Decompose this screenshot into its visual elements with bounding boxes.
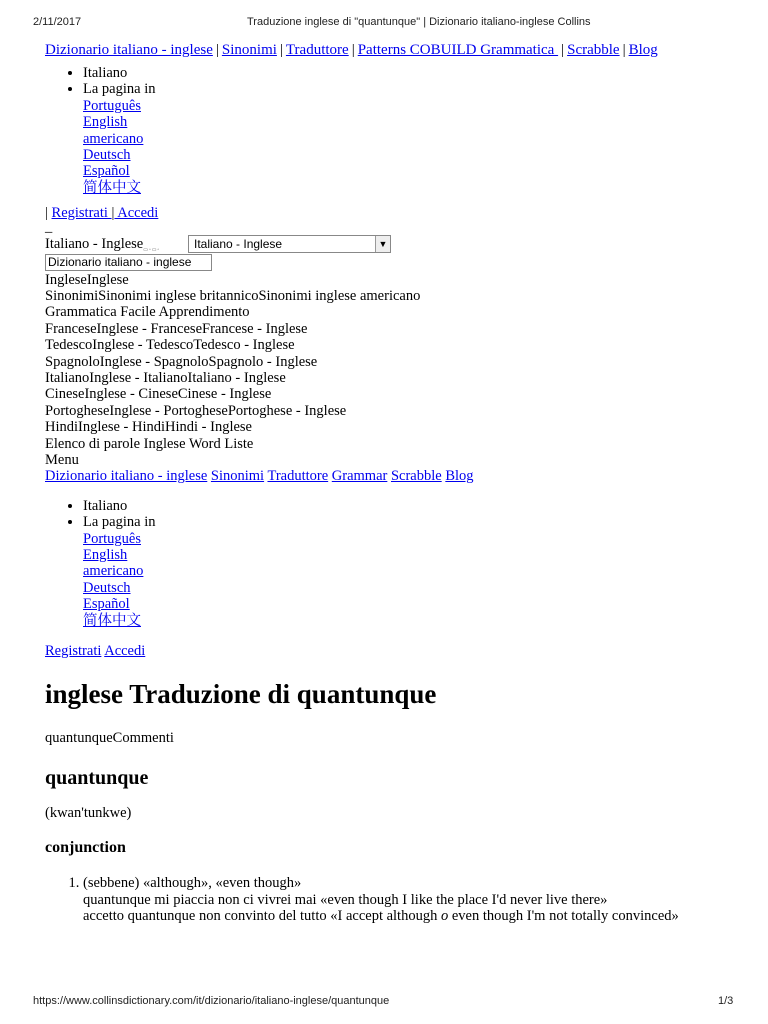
chevron-down-icon[interactable]: ▼ xyxy=(375,236,390,252)
dict-item-tedesco[interactable]: TedescoInglese - TedescoTedesco - Inglese xyxy=(45,337,295,354)
lang2-current: • Italiano xyxy=(83,498,745,514)
dict-item-francese[interactable]: FranceseInglese - FranceseFrancese - Inglese xyxy=(45,320,308,337)
headword: quantunque xyxy=(45,766,149,789)
nav-blog[interactable]: Blog xyxy=(628,42,658,58)
menu-label[interactable]: Menu xyxy=(45,451,79,468)
nav-sinonimi[interactable]: Sinonimi xyxy=(221,42,277,58)
dict-item-sinonimi[interactable]: SinonimiSinonimi inglese britannicoSinonimi inglese americano xyxy=(45,288,421,305)
print-date: 2/11/2017 xyxy=(33,16,82,28)
dict-item-italiano[interactable]: ItalianoInglese - ItalianoItaliano - Inglese xyxy=(45,369,286,386)
word-comments: quantunqueCommenti xyxy=(45,730,174,747)
print-page-number: 1/3 xyxy=(718,995,734,1007)
language-menu-2 xyxy=(45,498,745,629)
register-link-2[interactable]: Registrati xyxy=(45,642,102,659)
dash: _ xyxy=(45,218,53,235)
login-link[interactable]: Accedi xyxy=(114,205,159,222)
dict-item-grammatica[interactable]: Grammatica Facile Apprendimento xyxy=(45,304,250,321)
part-of-speech: conjunction xyxy=(45,839,126,857)
example-1: quantunque mi piaccia non ci vivrei mai «even though I like the place I'd never live there» xyxy=(83,891,608,908)
page-title: inglese Traduzione di quantunque xyxy=(45,679,437,710)
nav-dizionario[interactable]: Dizionario italiano - inglese xyxy=(45,42,213,58)
nav2-scrabble[interactable]: Scrabble xyxy=(390,468,442,485)
nav2-traduttore[interactable]: Traduttore xyxy=(267,468,329,485)
lang2-link-chinese[interactable]: 简体中文 xyxy=(83,612,141,629)
register-link[interactable]: Registrati xyxy=(51,205,112,222)
dictionary-select[interactable]: Italiano - Inglese ▼ xyxy=(188,235,391,253)
nav-scrabble[interactable]: Scrabble xyxy=(567,42,620,58)
lang-link-americano[interactable]: americano xyxy=(83,130,144,147)
account-links-2 xyxy=(45,643,745,659)
secondary-nav xyxy=(45,468,745,484)
lang2-link-english[interactable]: English xyxy=(83,546,128,563)
nav-traduttore[interactable]: Traduttore xyxy=(285,42,349,58)
lang2-page-in: • La pagina in Português English americano Deutsch Español 简体中文 xyxy=(83,514,745,629)
print-title: Traduzione inglese di "quantunque" | Dizionario italiano-inglese Collins xyxy=(247,16,591,28)
lang-link-english[interactable]: English xyxy=(83,114,128,131)
selector-label: Italiano - Inglese▭▫▭▫ xyxy=(45,235,161,253)
lang-link-deutsch[interactable]: Deutsch xyxy=(83,147,131,164)
definition-item xyxy=(83,875,745,924)
dict-item-inglese[interactable]: IngleseInglese xyxy=(45,271,129,288)
lang-link-espanol[interactable]: Español xyxy=(83,163,130,180)
lang2-link-americano[interactable]: americano xyxy=(83,563,144,580)
nav2-blog[interactable]: Blog xyxy=(445,468,474,485)
dictionary-selector xyxy=(45,235,745,253)
lang-page-in: • La pagina in Português English americano Deutsch Español 简体中文 xyxy=(83,81,745,196)
dict-item-hindi[interactable]: HindiInglese - HindiHindi - Inglese xyxy=(45,419,252,436)
nav2-grammar[interactable]: Grammar xyxy=(331,468,388,485)
dictionary-input[interactable]: Dizionario italiano - inglese xyxy=(45,254,212,271)
language-menu xyxy=(45,65,745,196)
nav2-sinonimi[interactable]: Sinonimi xyxy=(210,468,265,485)
dict-item-cinese[interactable]: CineseInglese - CineseCinese - Inglese xyxy=(45,386,272,403)
print-url: https://www.collinsdictionary.com/it/dizionario/italiano-inglese/quantunque xyxy=(33,995,390,1007)
example-2: accetto quantunque non convinto del tutto «I accept although o even though I'm not totally convinced» xyxy=(83,907,679,924)
account-links: | Registrati | Accedi xyxy=(45,205,159,222)
dictionary-list xyxy=(45,272,745,452)
dict-item-portoghese[interactable]: PortogheseInglese - PortoghesePortoghese - Inglese xyxy=(45,402,347,419)
lang2-link-espanol[interactable]: Español xyxy=(83,596,130,613)
top-nav: Dizionario italiano - inglese | Sinonimi | Traduttore | Patterns COBUILD Grammatica | Scrabble | Blog xyxy=(45,42,658,58)
lang2-link-deutsch[interactable]: Deutsch xyxy=(83,579,131,596)
sense-gloss: (sebbene) «although», «even though» xyxy=(83,875,302,892)
pronunciation: (kwan'tunkwe) xyxy=(45,804,132,821)
dict-item-word-lists[interactable]: Elenco di parole Inglese Word Liste xyxy=(45,435,254,452)
lang-current: • Italiano xyxy=(83,65,745,81)
definition-list xyxy=(45,875,745,924)
page-content xyxy=(45,40,745,924)
lang-link-chinese[interactable]: 简体中文 xyxy=(83,179,141,196)
tiny-glyphs: ▭▫▭▫ xyxy=(143,247,161,253)
nav-patterns[interactable]: Patterns COBUILD Grammatica xyxy=(357,42,559,58)
nav2-dizionario[interactable]: Dizionario italiano - inglese xyxy=(45,468,208,485)
login-link-2[interactable]: Accedi xyxy=(104,642,146,659)
dict-item-spagnolo[interactable]: SpagnoloInglese - SpagnoloSpagnolo - Inglese xyxy=(45,353,318,370)
lang2-link-portugues[interactable]: Português xyxy=(83,530,141,547)
lang-link-portugues[interactable]: Português xyxy=(83,97,141,114)
